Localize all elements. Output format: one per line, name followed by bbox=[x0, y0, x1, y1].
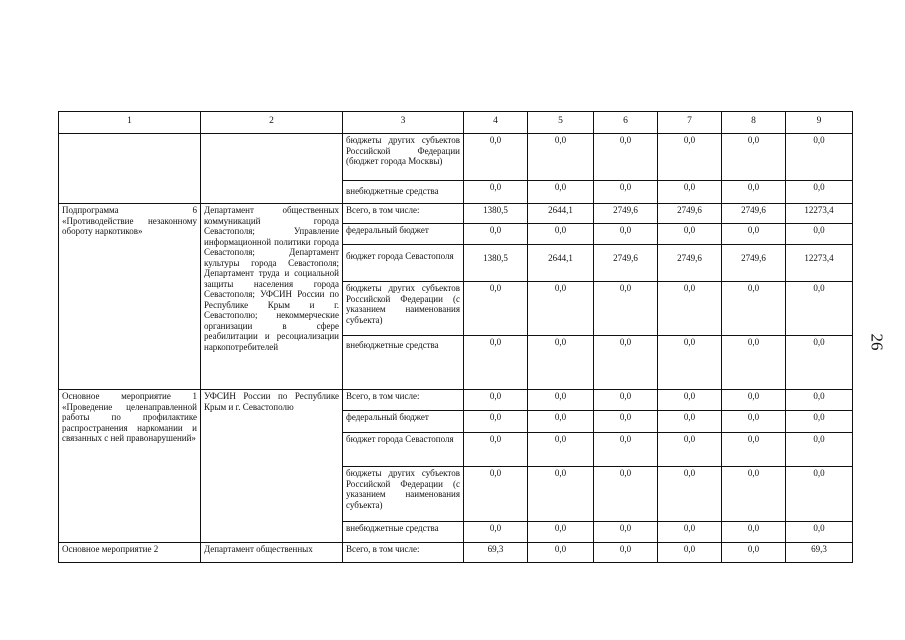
value-cell: 0,0 bbox=[722, 522, 786, 543]
page-number: 26 bbox=[867, 333, 887, 351]
header-cell: 2 bbox=[201, 112, 343, 134]
funding-source-cell: Всего, в том числе: bbox=[343, 390, 464, 411]
value-cell: 12273,4 bbox=[786, 204, 853, 224]
value-cell: 0,0 bbox=[722, 336, 786, 390]
value-cell: 0,0 bbox=[786, 433, 853, 467]
value-cell: 1380,5 bbox=[464, 204, 528, 224]
value-cell: 0,0 bbox=[594, 433, 658, 467]
value-cell: 0,0 bbox=[594, 224, 658, 245]
header-cell: 6 bbox=[594, 112, 658, 134]
value-cell: 0,0 bbox=[594, 543, 658, 563]
header-cell: 7 bbox=[658, 112, 722, 134]
value-cell: 0,0 bbox=[658, 282, 722, 336]
value-cell: 0,0 bbox=[722, 543, 786, 563]
table-row bbox=[59, 134, 853, 181]
value-cell: 0,0 bbox=[464, 336, 528, 390]
value-cell: 2644,1 bbox=[528, 204, 594, 224]
header-cell: 9 bbox=[786, 112, 853, 134]
value-cell: 2749,6 bbox=[658, 245, 722, 282]
value-cell: 0,0 bbox=[658, 134, 722, 181]
value-cell: 0,0 bbox=[594, 522, 658, 543]
funding-source-cell: внебюджетные средства bbox=[343, 522, 464, 543]
executor-cell: Департамент общественных bbox=[201, 543, 343, 563]
value-cell: 0,0 bbox=[528, 467, 594, 522]
value-cell: 0,0 bbox=[658, 181, 722, 204]
value-cell: 0,0 bbox=[786, 522, 853, 543]
funding-source-cell: бюджет города Севастополя bbox=[343, 433, 464, 467]
value-cell: 0,0 bbox=[594, 411, 658, 433]
value-cell: 12273,4 bbox=[786, 245, 853, 282]
value-cell: 0,0 bbox=[528, 433, 594, 467]
value-cell: 2749,6 bbox=[658, 204, 722, 224]
value-cell: 0,0 bbox=[528, 181, 594, 204]
value-cell: 0,0 bbox=[658, 433, 722, 467]
value-cell: 0,0 bbox=[786, 390, 853, 411]
value-cell: 0,0 bbox=[658, 411, 722, 433]
value-cell: 0,0 bbox=[786, 224, 853, 245]
value-cell: 0,0 bbox=[722, 224, 786, 245]
value-cell: 0,0 bbox=[464, 390, 528, 411]
activity-name-cell: Основное мероприятие 1 «Проведение целенаправленной работы по профилактике распространения наркомании и связанных с ней правонарушений» bbox=[59, 390, 201, 543]
value-cell: 0,0 bbox=[464, 181, 528, 204]
value-cell: 2749,6 bbox=[722, 204, 786, 224]
value-cell: 0,0 bbox=[722, 467, 786, 522]
value-cell: 0,0 bbox=[786, 282, 853, 336]
value-cell: 0,0 bbox=[658, 336, 722, 390]
value-cell: 0,0 bbox=[594, 390, 658, 411]
value-cell: 0,0 bbox=[658, 224, 722, 245]
value-cell: 0,0 bbox=[464, 134, 528, 181]
value-cell: 0,0 bbox=[464, 282, 528, 336]
funding-source-cell: федеральный бюджет bbox=[343, 411, 464, 433]
value-cell: 0,0 bbox=[722, 134, 786, 181]
table-header-row bbox=[59, 112, 853, 134]
value-cell: 0,0 bbox=[786, 467, 853, 522]
funding-source-cell: Всего, в том числе: bbox=[343, 543, 464, 563]
subprogram-name-cell: Подпрограмма 6 «Противодействие незаконному обороту наркотиков» bbox=[59, 204, 201, 390]
value-cell: 0,0 bbox=[528, 282, 594, 336]
value-cell: 0,0 bbox=[594, 282, 658, 336]
table-row bbox=[59, 390, 853, 411]
value-cell: 69,3 bbox=[464, 543, 528, 563]
value-cell: 0,0 bbox=[528, 543, 594, 563]
value-cell: 0,0 bbox=[658, 543, 722, 563]
funding-source-cell: федеральный бюджет bbox=[343, 224, 464, 245]
value-cell: 0,0 bbox=[528, 522, 594, 543]
value-cell: 0,0 bbox=[464, 224, 528, 245]
header-cell: 1 bbox=[59, 112, 201, 134]
budget-table bbox=[58, 111, 853, 563]
activity-name-cell: Основное мероприятие 2 bbox=[59, 543, 201, 563]
value-cell: 0,0 bbox=[528, 336, 594, 390]
funding-source-cell: внебюджетные средства bbox=[343, 181, 464, 204]
header-cell: 5 bbox=[528, 112, 594, 134]
executor-cell-empty bbox=[201, 134, 343, 204]
funding-source-cell: внебюджетные средства bbox=[343, 336, 464, 390]
value-cell: 2644,1 bbox=[528, 245, 594, 282]
value-cell: 0,0 bbox=[722, 181, 786, 204]
value-cell: 0,0 bbox=[786, 181, 853, 204]
funding-source-cell: бюджеты других субъектов Российской Федерации (с указанием наименования субъекта) bbox=[343, 282, 464, 336]
value-cell: 0,0 bbox=[594, 134, 658, 181]
value-cell: 0,0 bbox=[464, 433, 528, 467]
header-cell: 4 bbox=[464, 112, 528, 134]
value-cell: 0,0 bbox=[786, 411, 853, 433]
value-cell: 0,0 bbox=[594, 181, 658, 204]
value-cell: 0,0 bbox=[722, 411, 786, 433]
funding-source-cell: Всего, в том числе: bbox=[343, 204, 464, 224]
header-cell: 8 bbox=[722, 112, 786, 134]
table-row bbox=[59, 204, 853, 224]
table-row bbox=[59, 543, 853, 563]
value-cell: 0,0 bbox=[528, 390, 594, 411]
value-cell: 0,0 bbox=[528, 224, 594, 245]
executor-cell: Департамент общественных коммуникаций города Севастополя; Управление информационной политики города Севастополя; Департамент культуры города Севастополя; Департамент труда и социальной защиты населения города Севастополя; УФСИН России по Республике Крым и г. Севастополю; некоммерческие организации в сфере реабилитации и ресоциализации наркопотребителей bbox=[201, 204, 343, 390]
value-cell: 2749,6 bbox=[594, 204, 658, 224]
value-cell: 0,0 bbox=[464, 522, 528, 543]
value-cell: 0,0 bbox=[786, 134, 853, 181]
value-cell: 0,0 bbox=[594, 467, 658, 522]
value-cell: 1380,5 bbox=[464, 245, 528, 282]
value-cell: 0,0 bbox=[658, 467, 722, 522]
value-cell: 0,0 bbox=[722, 433, 786, 467]
header-cell: 3 bbox=[343, 112, 464, 134]
executor-cell: УФСИН России по Республике Крым и г. Севастополю bbox=[201, 390, 343, 543]
name-cell-empty bbox=[59, 134, 201, 204]
value-cell: 0,0 bbox=[594, 336, 658, 390]
funding-source-cell: бюджеты других субъектов Российской Федерации (с указанием наименования субъекта) bbox=[343, 467, 464, 522]
value-cell: 0,0 bbox=[464, 411, 528, 433]
value-cell: 0,0 bbox=[658, 522, 722, 543]
value-cell: 0,0 bbox=[786, 336, 853, 390]
funding-source-cell: бюджет города Севастополя bbox=[343, 245, 464, 282]
value-cell: 69,3 bbox=[786, 543, 853, 563]
value-cell: 0,0 bbox=[658, 390, 722, 411]
value-cell: 0,0 bbox=[464, 467, 528, 522]
value-cell: 0,0 bbox=[528, 411, 594, 433]
value-cell: 2749,6 bbox=[594, 245, 658, 282]
value-cell: 2749,6 bbox=[722, 245, 786, 282]
value-cell: 0,0 bbox=[722, 390, 786, 411]
value-cell: 0,0 bbox=[722, 282, 786, 336]
funding-source-cell: бюджеты других субъектов Российской Федерации (бюджет города Москвы) bbox=[343, 134, 464, 181]
value-cell: 0,0 bbox=[528, 134, 594, 181]
